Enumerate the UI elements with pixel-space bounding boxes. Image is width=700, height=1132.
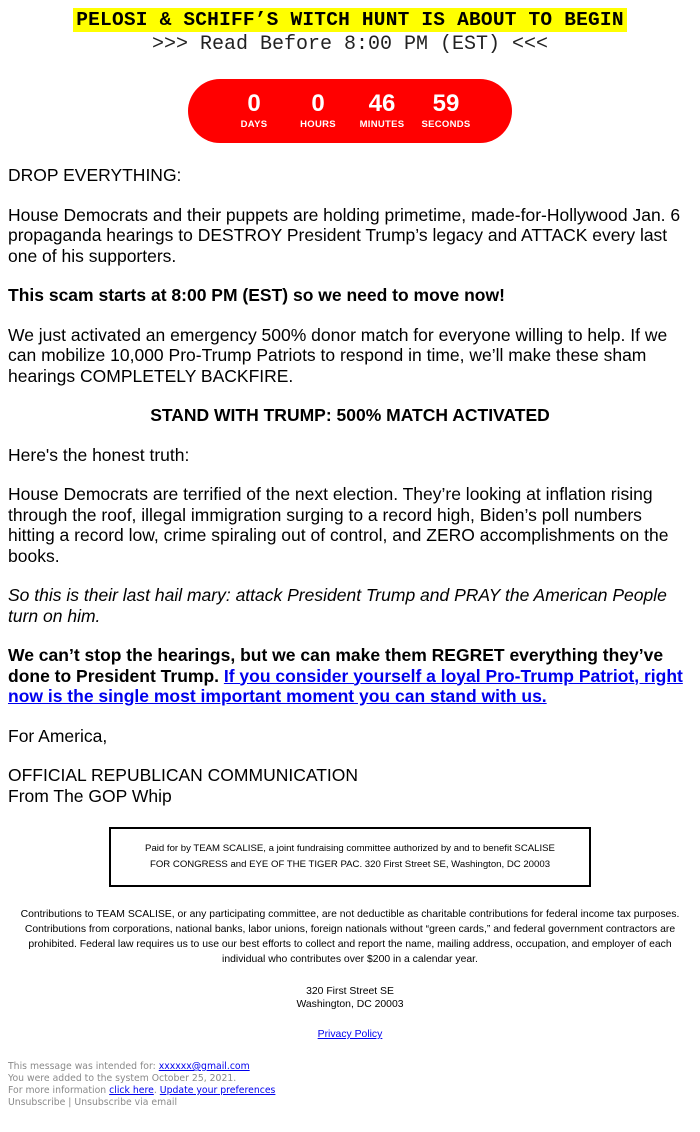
footer-separator: . [153,1085,157,1096]
address-line-1: 320 First Street SE [306,986,394,997]
countdown-days-label: DAYS [240,119,268,130]
countdown-days [222,91,286,131]
deadline-text: This scam starts at 8:00 PM (EST) so we need to move now! [8,285,505,305]
countdown-hours [286,91,350,131]
paid-for-line-1: Paid for by TEAM SCALISE, a joint fundraising committee authorized by and to benefit SCALISE [145,843,555,854]
paragraph-deadline [8,285,692,306]
paid-for-disclaimer [109,827,591,887]
donate-link[interactable]: If you consider yourself a loyal Pro-Trump Patriot, right now is the single most important moment you can stand with us. [8,665,683,706]
signature-line-1: OFFICIAL REPUBLICAN COMMUNICATION [8,765,359,785]
recipient-email-link[interactable]: xxxxxx@gmail.com [158,1061,250,1072]
subhead: >>> Read Before 8:00 PM (EST) <<< [151,33,549,56]
unsubscribe-divider: | [68,1097,72,1108]
mailing-address [0,985,700,1011]
countdown-seconds-value: 59 [432,90,460,117]
hail-mary-text: So this is their last hail mary: attack President Trump and PRAY the American People turn on him. [8,585,667,626]
more-info-label: For more information [8,1085,107,1096]
privacy-section [0,1029,700,1040]
countdown-hours-label: HOURS [300,119,336,130]
signoff: For America, [8,725,108,746]
countdown-hours-value: 0 [311,90,325,117]
paragraph-hail-mary [8,585,692,626]
cta-bold-text: We can’t stop the hearings, but we can make them REGRET everything they’ve done to President Trump. [8,645,664,686]
message-body [0,165,700,806]
footer-intended-line [8,1061,692,1073]
countdown-seconds-label: SECONDS [421,119,471,130]
paragraph-match-callout [8,405,692,426]
paid-for-line-2: FOR CONGRESS and EYE OF THE TIGER PAC. 320 First Street SE, Washington, DC 20003 [149,859,551,870]
email-header [0,0,700,58]
footer-more-info-line [8,1085,692,1097]
address-line-2: Washington, DC 20003 [296,999,404,1010]
countdown-minutes-label: MINUTES [359,119,405,130]
email-footer [0,1061,700,1109]
update-preferences-link[interactable]: Update your preferences [159,1085,276,1096]
unsubscribe-email-link[interactable]: Unsubscribe via email [74,1097,178,1108]
headline: PELOSI & SCHIFF’S WITCH HUNT IS ABOUT TO BEGIN [73,8,627,32]
paragraph-call-to-action [8,645,692,707]
intended-for-label: This message was intended for: [8,1061,156,1072]
signature-line-2: From The GOP Whip [8,785,172,806]
paragraph-election: House Democrats are terrified of the next election. They’re looking at inflation rising through the roof, illegal immigration surging to a record high, Biden’s poll numbers hitting a record low, crime spiraling out of control, and ZERO accomplishments on the books. [8,484,669,566]
countdown-minutes [350,91,414,131]
footer-added-line: You were added to the system October 25, 2021. [8,1073,237,1084]
paragraph-intro: House Democrats and their puppets are holding primetime, made-for-Hollywood Jan. 6 propaganda hearings to DESTROY President Trump’s legacy and ATTACK every last one of his supporters. [8,204,681,266]
unsubscribe-link[interactable]: Unsubscribe [8,1097,66,1108]
countdown-timer [188,79,512,143]
click-here-link[interactable]: click here [109,1085,154,1096]
footer-unsubscribe-line [8,1097,692,1109]
legal-notice: Contributions to TEAM SCALISE, or any participating committee, are not deductible as charitable contributions for federal income tax purposes. Contributions from corporations, national banks, labor unions, foreign nationals without “green cards,” and federal government contractors are prohibited. Federal law requires us to use our best efforts to collect and report the name, mailing address, occupation, and employer of each individual who contributes over $200 in a calendar year. [20,909,680,965]
countdown-seconds [414,91,478,131]
paragraph-match: We just activated an emergency 500% donor match for everyone willing to help. If we can mobilize 10,000 Pro-Trump Patriots to respond in time, we’ll make these sham hearings COMPLETELY BACKFIRE. [8,324,668,386]
signature [8,765,692,806]
countdown-days-value: 0 [247,90,261,117]
match-callout-text: STAND WITH TRUMP: 500% MATCH ACTIVATED [150,405,550,425]
paragraph-truth-intro: Here's the honest truth: [8,444,190,465]
privacy-policy-link[interactable]: Privacy Policy [317,1029,383,1040]
opening-line: DROP EVERYTHING: [8,165,182,185]
countdown-minutes-value: 46 [368,90,396,117]
